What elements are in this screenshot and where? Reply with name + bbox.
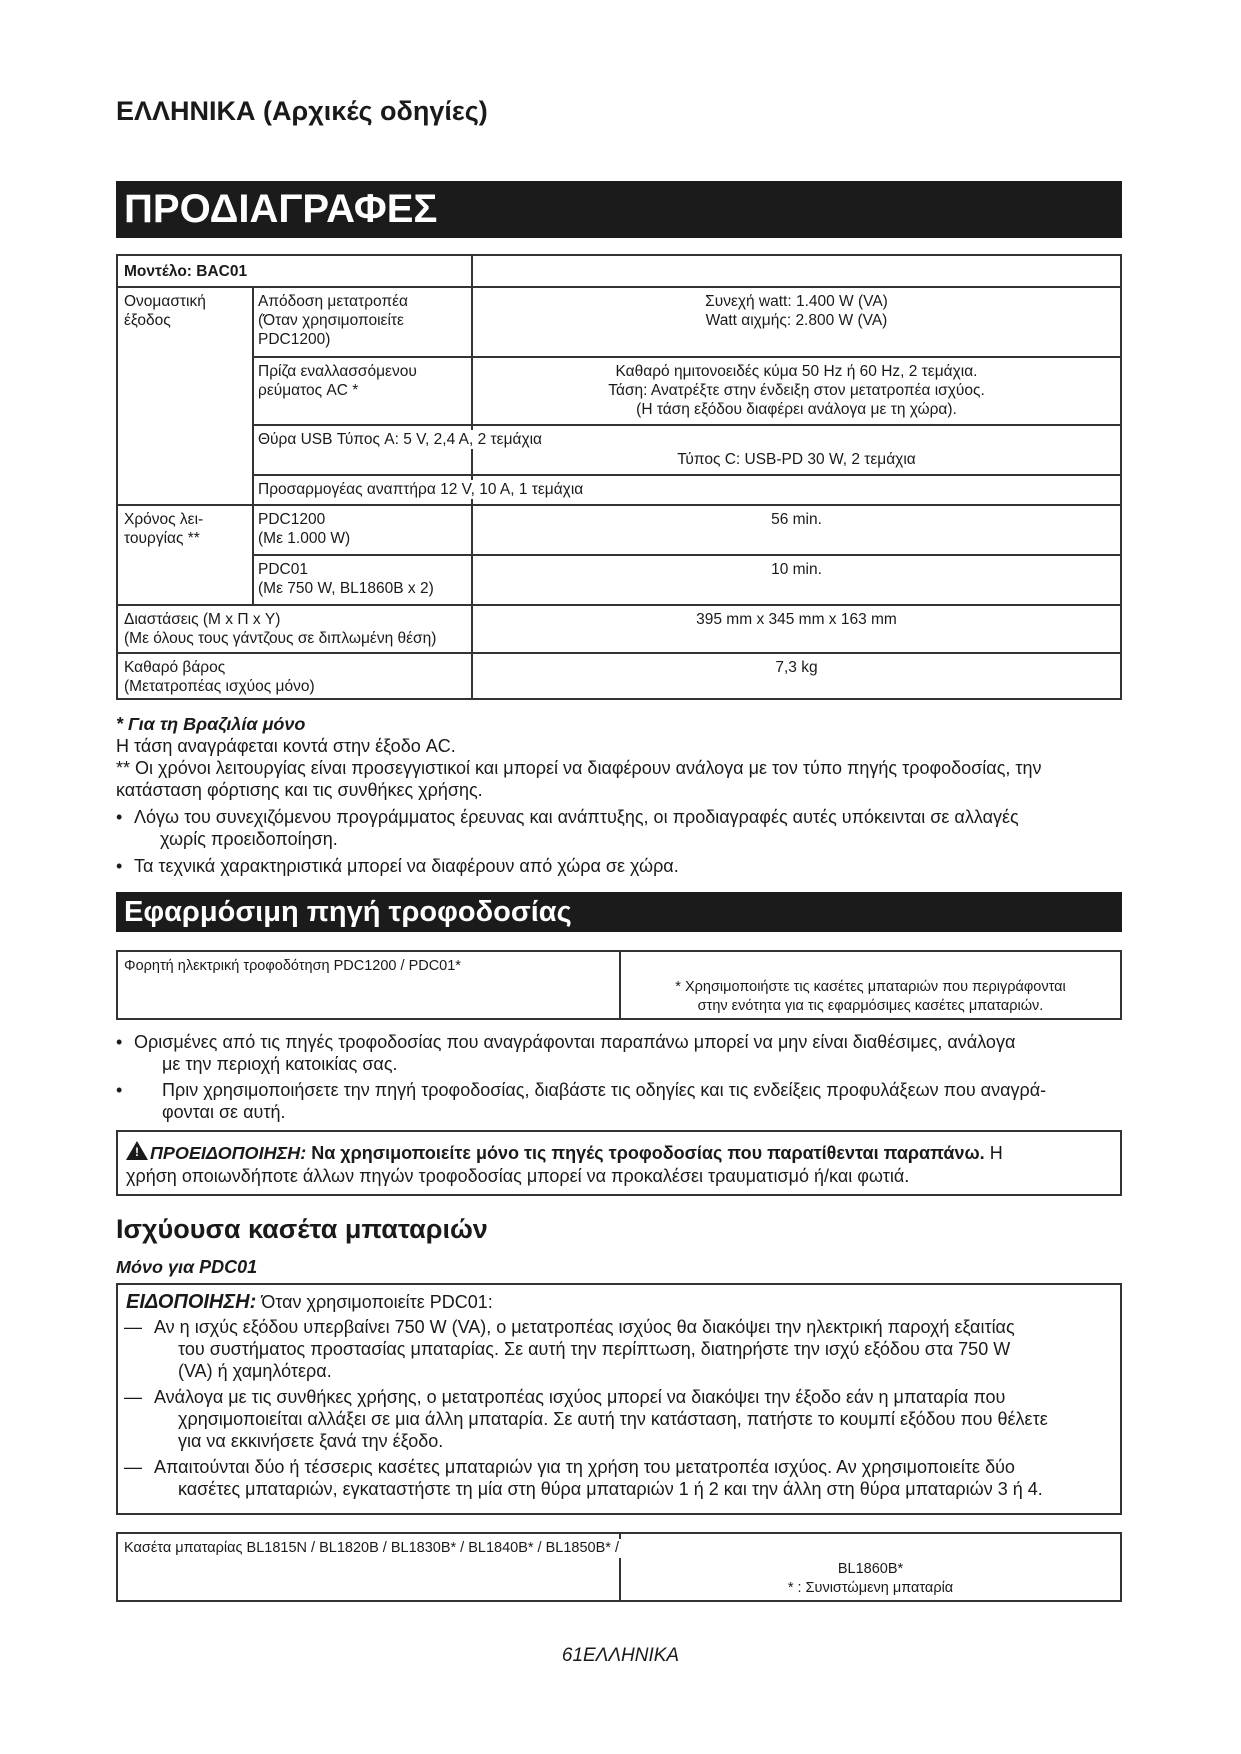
usb-port-label: Θύρα USB Τύπος A: 5 V, 2,4 A, 2 τεμάχια [258, 430, 546, 449]
dash-icon: — [124, 1387, 142, 1407]
country-variation-note: Τα τεχνικά χαρακτηριστικά μπορεί να διαφέρουν από χώρα σε χώρα. [134, 856, 679, 876]
recommended-battery-note: * : Συνιστώμενη μπαταρία [787, 1580, 954, 1596]
battery-subtitle: Μόνο για PDC01 [116, 1257, 258, 1277]
pdc1200-value: 56 min. [771, 511, 822, 528]
bullet-icon: • [116, 1080, 123, 1100]
notice-item-2-line-2: χρησιμοποιείται αλλάξει σε μια άλλη μπαταρία. Σε αυτή την κατάσταση, πατήστε το κουμπί εξόδου που θέλετε [178, 1409, 1048, 1429]
notice-item-3-line-1: Απαιτούνται δύο ή τέσσερις κασέτες μπαταριών για τη χρήση του μετατροπέα ισχύος. Αν χρησιμοποιείτε δύο [154, 1457, 1015, 1477]
brazil-note-text: Η τάση αναγράφεται κοντά στην έξοδο AC. [116, 736, 456, 756]
warning-text-line-2: χρήση οποιωνδήποτε άλλων πηγών τροφοδοσίας μπορεί να προκαλέσει τραυματισμό ή/και φωτιά. [126, 1166, 910, 1186]
weight-value: 7,3 kg [775, 659, 818, 676]
availability-note-line-1: Ορισμένες από τις πηγές τροφοδοσίας που αναγράφονται παραπάνω μπορεί να μην είναι διαθέσιμες, ανάλογα [134, 1032, 1016, 1052]
specifications-heading: ΠΡΟΔΙΑΓΡΑΦΕΣ [116, 181, 1122, 238]
notice-item-1-line-3: (VA) ή χαμηλότερα. [178, 1361, 332, 1381]
warning-icon: ! [126, 1141, 148, 1160]
notice-item-1-line-1: Αν η ισχύς εξόδου υπερβαίνει 750 W (VA), ο μετατροπέας ισχύος θα διακόψει την ηλεκτρική παροχή εξαιτίας [154, 1317, 1015, 1337]
power-source-name: Φορητή ηλεκτρική τροφοδότηση PDC1200 / PDC01* [124, 958, 461, 974]
warning-label: ΠΡΟΕΙΔΟΠΟΙΗΣΗ: [150, 1143, 307, 1163]
usb-port-value: Τύπος C: USB-PD 30 W, 2 τεμάχια [677, 451, 916, 468]
ac-outlet-label-2: ρεύματος AC * [258, 382, 359, 399]
runtime-note-line-1: ** Οι χρόνοι λειτουργίας είναι προσεγγιστικοί και μπορεί να διαφέρουν ανάλογα με τον τύπο πηγής τροφοδοσίας, την [116, 758, 1042, 778]
pdc01-label-2: (Με 750 W, BL1860B x 2) [258, 580, 434, 597]
inverter-label-3: PDC1200) [258, 331, 331, 348]
battery-model-last: BL1860B* [837, 1561, 904, 1577]
rated-output-label-1: Ονομαστική [124, 293, 206, 310]
ac-outlet-value-2: Τάση: Ανατρέξτε στην ένδειξη στον μετατροπέα ισχύος. [608, 382, 985, 399]
pdc1200-label-2: (Με 1.000 W) [258, 530, 351, 547]
battery-models: Κασέτα μπαταρίας BL1815N / BL1820B / BL1830B* / BL1840B* / BL1850B* / [124, 1539, 623, 1558]
pdc01-label-1: PDC01 [258, 561, 308, 578]
battery-heading: Ισχύουσα κασέτα μπαταριών [116, 1214, 488, 1244]
weight-label-1: Καθαρό βάρος [124, 659, 226, 676]
model-label: Μοντέλο: BAC01 [124, 263, 248, 280]
dimensions-label-2: (Με όλους τους γάντζους σε διπλωμένη θέση) [124, 630, 437, 647]
rated-output-label-2: έξοδος [124, 312, 171, 329]
dimensions-label-1: Διαστάσεις (Μ x Π x Υ) [124, 611, 281, 628]
power-source-table [116, 950, 1122, 1020]
pdc1200-label-1: PDC1200 [258, 511, 326, 528]
bullet-icon: • [116, 856, 123, 876]
read-instructions-line-1: Πριν χρησιμοποιήσετε την πηγή τροφοδοσίας, διαβάστε τις οδηγίες και τις ενδείξεις προφυλάξεων που αναγρά- [162, 1080, 1047, 1100]
spec-change-note-line-2: χωρίς προειδοποίηση. [160, 829, 338, 849]
notice-item-2-line-1: Ανάλογα με τις συνθήκες χρήσης, ο μετατροπέας ισχύος μπορεί να διακόψει την έξοδο εάν η μπαταρία που [154, 1387, 1006, 1407]
language-title: ΕΛΛΗΝΙΚΑ (Αρχικές οδηγίες) [116, 96, 488, 126]
notice-item-1-line-2: του συστήματος προστασίας μπαταρίας. Σε αυτή την περίπτωση, διατηρήστε την ισχύ εξόδου στα 750 W [178, 1339, 1011, 1359]
warning-bold-text: Να χρησιμοποιείτε μόνο τις πηγές τροφοδοσίας που παρατίθενται παραπάνω. [311, 1143, 985, 1163]
warning-text-start: Η [989, 1143, 1003, 1163]
notice-item-2-line-3: για να εκκινήσετε ξανά την έξοδο. [178, 1431, 444, 1451]
operating-time-label-1: Χρόνος λει- [124, 511, 204, 528]
notice-intro: Όταν χρησιμοποιείτε PDC01: [261, 1292, 493, 1312]
operating-time-label-2: τουργίας ** [124, 530, 200, 547]
ac-outlet-value-1: Καθαρό ημιτονοειδές κύμα 50 Hz ή 60 Hz, 2 τεμάχια. [615, 363, 978, 380]
dash-icon: — [124, 1457, 142, 1477]
brazil-note-title: * Για τη Βραζιλία μόνο [116, 714, 306, 734]
read-instructions-line-2: φονται σε αυτή. [162, 1102, 286, 1122]
weight-label-2: (Μετατροπέας ισχύος μόνο) [124, 678, 315, 695]
notice-label: ΕΙΔΟΠΟΙΗΣΗ: [126, 1291, 257, 1313]
power-source-note-2: στην ενότητα για τις εφαρμόσιμες κασέτες μπαταριών. [697, 998, 1044, 1014]
notice-box [116, 1283, 1122, 1515]
dash-icon: — [124, 1317, 142, 1337]
notice-item-3-line-2: κασέτες μπαταριών, εγκαταστήστε τη μία στη θύρα μπαταριών 1 ή 2 και την άλλη στη θύρα μπαταριών 3 ή 4. [178, 1479, 1043, 1499]
warning-box [116, 1130, 1122, 1196]
ac-outlet-value-3: (Η τάση εξόδου διαφέρει ανάλογα με τη χώρα). [636, 401, 957, 418]
dimensions-value: 395 mm x 345 mm x 163 mm [696, 611, 897, 628]
battery-table [116, 1532, 1122, 1602]
ac-outlet-label-1: Πρίζα εναλλασσόμενου [258, 363, 417, 380]
inverter-value-2: Watt αιχμής: 2.800 W (VA) [705, 312, 888, 329]
spec-change-note-line-1: Λόγω του συνεχιζόμενου προγράμματος έρευνας και ανάπτυξης, οι προδιαγραφές αυτές υπόκεινται σε αλλαγές [134, 807, 1019, 827]
runtime-note-line-2: κατάσταση φόρτισης και τις συνθήκες χρήσης. [116, 780, 483, 800]
car-charger-label: Προσαρμογέας αναπτήρα 12 V, 10 A, 1 τεμάχια [258, 480, 587, 499]
pdc01-value: 10 min. [771, 561, 822, 578]
inverter-label-1: Απόδοση μετατροπέα [258, 293, 409, 310]
power-source-heading: Εφαρμόσιμη πηγή τροφοδοσίας [116, 892, 1122, 932]
availability-note-line-2: με την περιοχή κατοικίας σας. [162, 1054, 398, 1074]
bullet-icon: • [116, 1032, 123, 1052]
inverter-value-1: Συνεχή watt: 1.400 W (VA) [705, 293, 888, 310]
specifications-table [116, 254, 1122, 700]
bullet-icon: • [116, 807, 123, 827]
page-number: 61ΕΛΛΗΝΙΚΑ [561, 1645, 680, 1666]
inverter-label-2: (Όταν χρησιμοποιείτε [258, 312, 404, 329]
power-source-note-1: * Χρησιμοποιήστε τις κασέτες μπαταριών που περιγράφονται [675, 979, 1066, 995]
